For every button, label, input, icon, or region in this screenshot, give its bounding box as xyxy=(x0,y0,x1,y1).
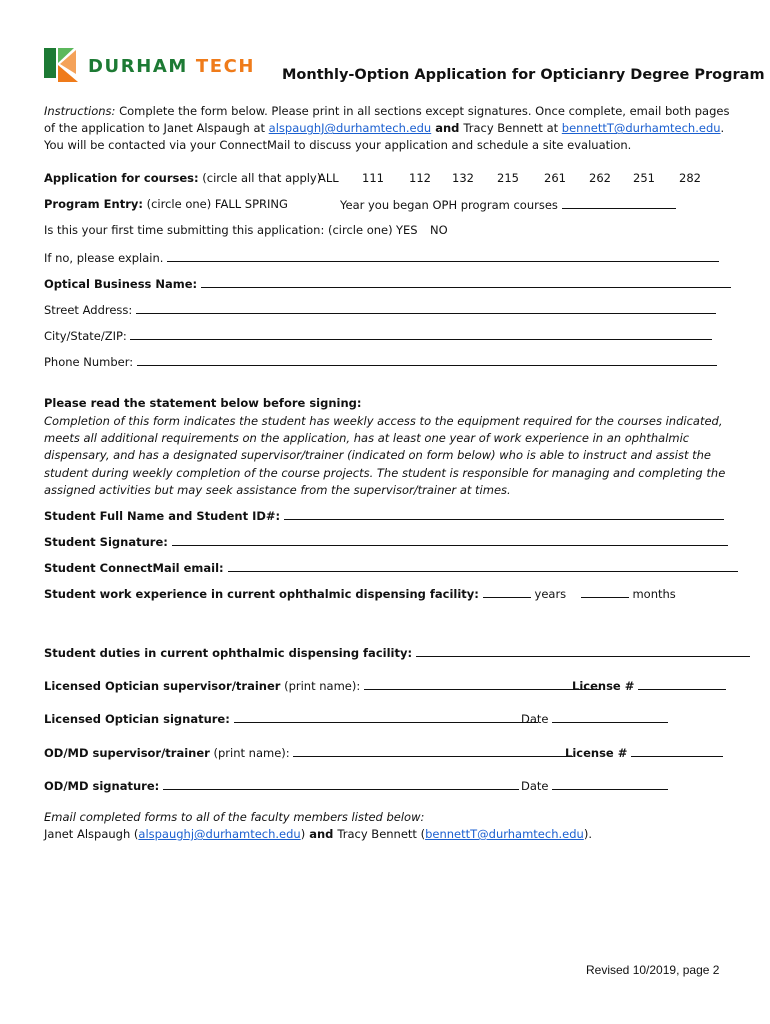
student-email-field[interactable]: Student ConnectMail email: xyxy=(44,560,738,575)
student-experience-field[interactable]: Student work experience in current ophthalmic dispensing facility: years months xyxy=(44,587,676,601)
odmd-supervisor-field[interactable]: OD/MD supervisor/trainer (print name): xyxy=(44,745,573,760)
business-name-field[interactable]: Optical Business Name: xyxy=(44,276,731,291)
first-time-question: Is this your first time submitting this application: (circle one) xyxy=(44,223,393,237)
optician-supervisor-field[interactable]: Licensed Optician supervisor/trainer (print name): xyxy=(44,678,600,693)
statement-body: Completion of this form indicates the student has weekly access to the equipment required for the courses indicated, meets all additional requirements on the application, has at least one year of work experience in an ophthalmic dispensary, and has a designated supervisor/trainer (indicated on form below) who is able to instruct and assist the student during weekly completion of the course projects. The student is responsible for managing and completing the assigned activities but may seek assistance from the supervisor/trainer at times. xyxy=(44,414,726,497)
odmd-signature-field[interactable]: OD/MD signature: xyxy=(44,778,519,793)
course-option[interactable]: 111 xyxy=(362,171,384,185)
durham-tech-logo-icon xyxy=(44,44,78,82)
optician-date-field[interactable]: Date xyxy=(521,711,668,726)
odmd-license-field[interactable]: License # xyxy=(565,745,723,760)
yes-option[interactable]: YES xyxy=(396,223,418,237)
course-option[interactable]: 112 xyxy=(409,171,431,185)
course-option[interactable]: ALL xyxy=(318,171,339,185)
page-title: Monthly-Option Application for Opticianry Degree Program xyxy=(282,67,765,83)
phone-number-field[interactable]: Phone Number: xyxy=(44,354,717,369)
program-entry[interactable]: Program Entry: (circle one) FALL SPRING xyxy=(44,197,288,211)
courses-label: Application for courses: (circle all that apply) xyxy=(44,171,322,185)
revision-note: Revised 10/2019, page 2 xyxy=(586,963,720,977)
course-option[interactable]: 215 xyxy=(497,171,519,185)
email-link-alspaugh[interactable]: alspaughJ@durhamtech.edu xyxy=(268,121,432,136)
statement-heading: Please read the statement below before signing: xyxy=(44,396,362,410)
faculty-contacts: Janet Alspaugh (alspaughj@durhamtech.edu) and Tracy Bennett (bennettT@durhamtech.edu). xyxy=(44,827,592,841)
brand-name: DURHAM TECH xyxy=(88,56,256,77)
explain-field[interactable]: If no, please explain. xyxy=(44,250,719,265)
course-option[interactable]: 261 xyxy=(544,171,566,185)
optician-signature-field[interactable]: Licensed Optician signature: xyxy=(44,711,538,726)
student-signature-field[interactable]: Student Signature: xyxy=(44,534,728,549)
optician-license-field[interactable]: License # xyxy=(572,678,726,693)
email-link-bennett[interactable]: bennettT@durhamtech.edu xyxy=(561,121,721,136)
year-began-field[interactable]: Year you began OPH program courses xyxy=(340,197,676,212)
instructions: Instructions: Complete the form below. Please print in all sections except signatures. Once complete, email both pages of the application to Janet Alspaugh at alspaughJ@durhamtech.edu and Tracy Bennett at bennettT@durhamtech.edu. You will be contacted via your ConnectMail to discuss your application and schedule a site evaluation. xyxy=(44,104,730,153)
city-state-zip-field[interactable]: City/State/ZIP: xyxy=(44,328,712,343)
course-option[interactable]: 132 xyxy=(452,171,474,185)
odmd-date-field[interactable]: Date xyxy=(521,778,668,793)
student-name-id-field[interactable]: Student Full Name and Student ID#: xyxy=(44,508,724,523)
footer-email-bennett[interactable]: bennettT@durhamtech.edu xyxy=(425,827,584,841)
course-option[interactable]: 251 xyxy=(633,171,655,185)
street-address-field[interactable]: Street Address: xyxy=(44,302,716,317)
footer-email-alspaugh[interactable]: alspaughj@durhamtech.edu xyxy=(138,827,301,841)
no-option[interactable]: NO xyxy=(430,223,448,237)
course-option[interactable]: 282 xyxy=(679,171,701,185)
student-duties-field[interactable]: Student duties in current ophthalmic dispensing facility: xyxy=(44,645,750,660)
course-option[interactable]: 262 xyxy=(589,171,611,185)
email-note: Email completed forms to all of the faculty members listed below: xyxy=(44,810,425,824)
